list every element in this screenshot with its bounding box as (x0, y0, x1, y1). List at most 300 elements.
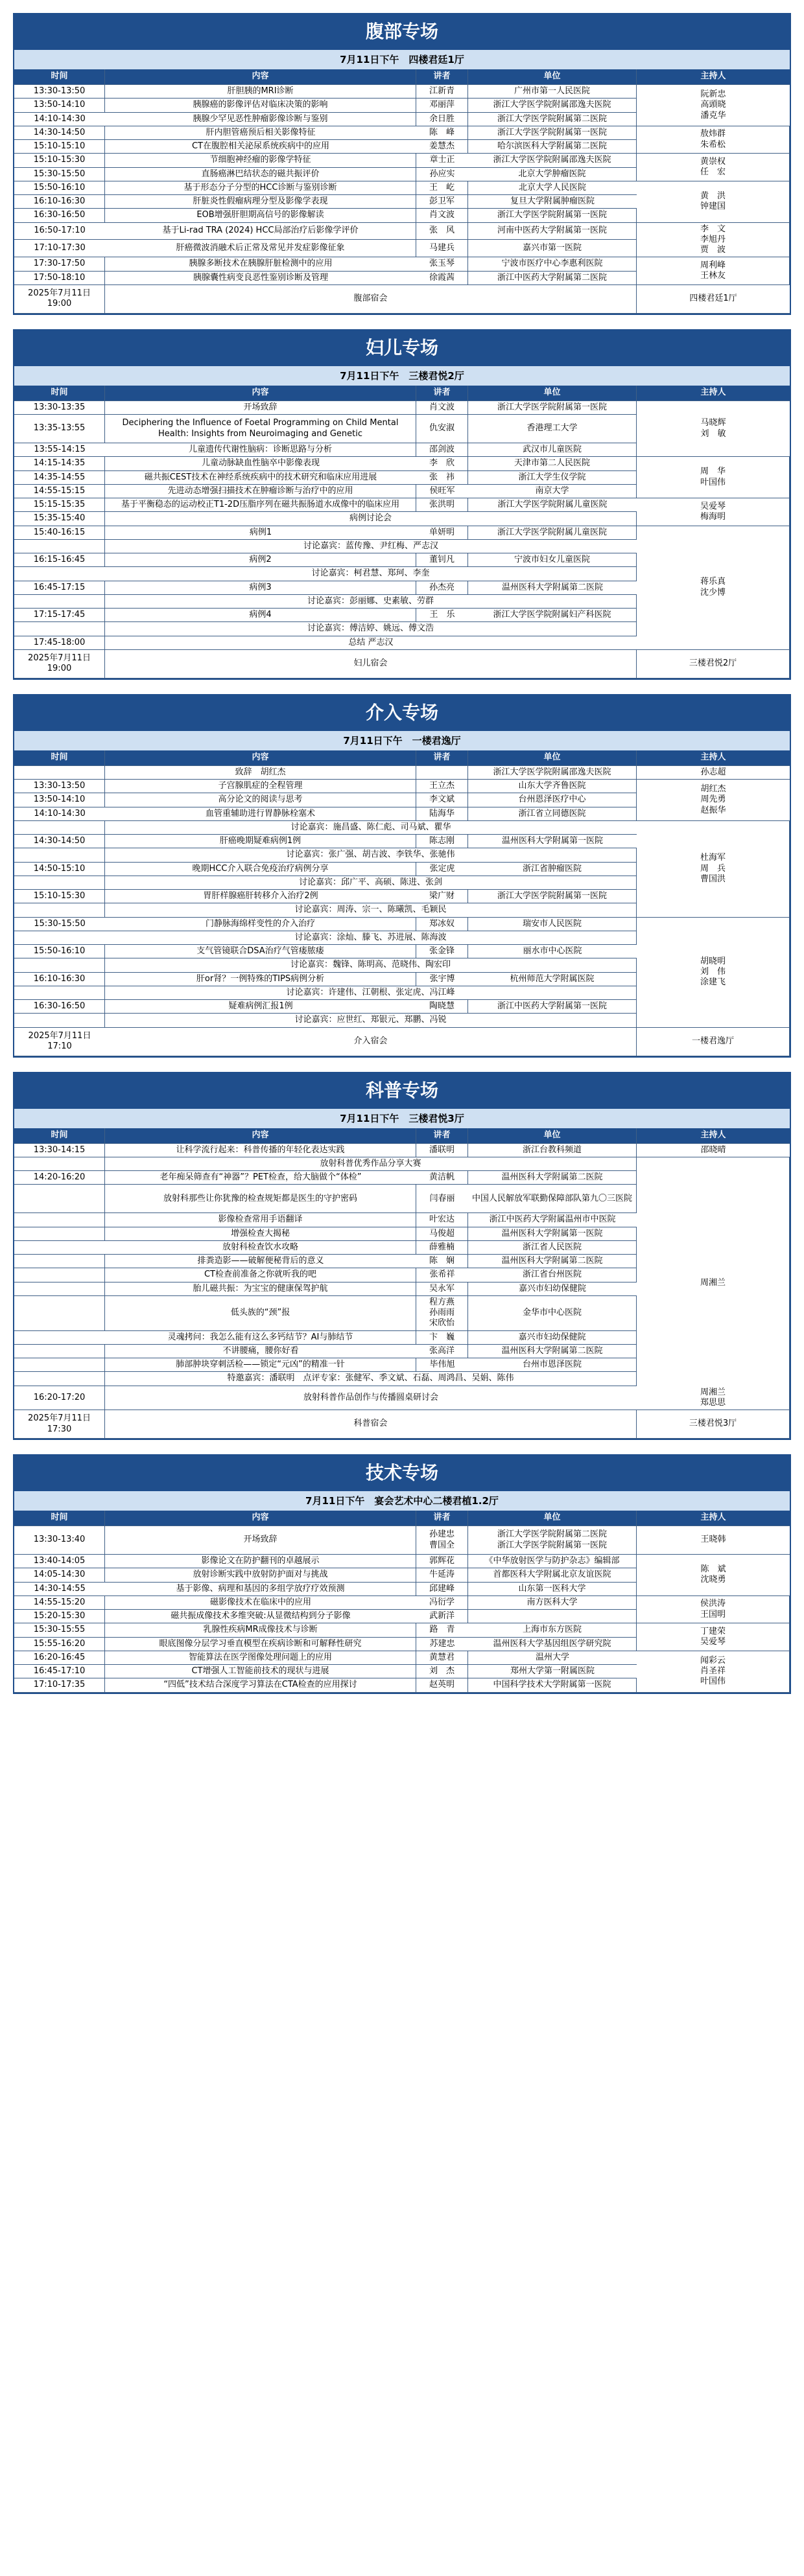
content-cell: 肝癌晚期疑难病例1例 (105, 835, 416, 848)
schedule-table (14, 386, 790, 679)
unit-cell: 温州医科大学附属第二医院 (468, 581, 637, 595)
time-cell: 14:20-16:20 (14, 1171, 105, 1185)
content-cell: 胎儿磁共振：为宝宝的健康保驾护航 (105, 1282, 416, 1296)
unit-cell: 温州医科大学附属第二医院 (468, 1345, 637, 1358)
time-cell: 16:15-16:45 (14, 553, 105, 567)
session-header: 7月11日下午 一楼君逸厅 (14, 730, 790, 750)
speaker-cell: 吴永军 (416, 1282, 468, 1296)
content-cell: 基于Li-rad TRA (2024) HCC局部治疗后影像学评价 (105, 223, 416, 240)
section-title: 腹部专场 (14, 14, 790, 49)
time-cell: 16:20-17:20 (14, 1386, 105, 1411)
column-header: 单位 (468, 69, 637, 85)
speaker-cell: 单妍明 (416, 526, 468, 540)
content-cell: 放射科检查饮水攻略 (105, 1241, 416, 1255)
host-cell: 黄 洪 钟建国 (637, 181, 790, 223)
content-cell: 病例3 (105, 581, 416, 595)
content-cell: 讨论嘉宾：施昌盛、陈仁彪、司马斌、瞿华 (105, 821, 637, 835)
speaker-cell: 张定虎 (416, 863, 468, 876)
time-cell (14, 1255, 105, 1268)
column-header: 内容 (105, 69, 416, 85)
unit-cell: 浙江大学医学院附属儿童医院 (468, 498, 637, 512)
unit-cell: 嘉兴市第一医院 (468, 240, 637, 257)
column-header: 主持人 (637, 1128, 790, 1144)
content-cell: 放射科普作品创作与传播圆桌研讨会 (105, 1386, 637, 1411)
content-cell: 支气管镜联合DSA治疗气管瘘脓瘘 (105, 945, 416, 958)
column-header: 讲者 (416, 69, 468, 85)
host-cell: 闻彩云 肖圣祥 叶国伟 (637, 1651, 790, 1693)
unit-cell: 浙江省立同德医院 (468, 807, 637, 821)
time-cell: 16:45-17:10 (14, 1665, 105, 1678)
unit-cell: 郑州大学第一附属医院 (468, 1665, 637, 1678)
content-cell: 磁共振CEST技术在神经系统疾病中的技术研究和临床应用进展 (105, 471, 416, 485)
time-cell (14, 1014, 105, 1027)
speaker-cell: 仇安淑 (416, 415, 468, 443)
time-cell: 15:10-15:30 (14, 154, 105, 167)
unit-cell: 宁波市医疗中心李惠利医院 (468, 257, 637, 271)
time-cell: 13:30-13:50 (14, 85, 105, 99)
session-header: 7月11日下午 宴会艺术中心二楼君植1.2厅 (14, 1491, 790, 1511)
content-cell: 介入宿会 (105, 1028, 637, 1056)
content-cell: EOB增强肝胆期高信号的影像解读 (105, 209, 416, 222)
speaker-cell: 张希祥 (416, 1268, 468, 1282)
host-cell: 周 华 叶国伟 (637, 457, 790, 498)
content-cell: 智能算法在医学图像处理问题上的应用 (105, 1651, 416, 1665)
content-cell: 肝癌微波消融术后正常及常见并发症影像征象 (105, 240, 416, 257)
time-cell: 16:50-17:10 (14, 223, 105, 240)
time-cell: 15:30-15:50 (14, 168, 105, 181)
section-title: 科普专场 (14, 1073, 790, 1108)
section-women-children (13, 329, 791, 680)
time-cell: 14:30-14:50 (14, 835, 105, 848)
time-cell (14, 1331, 105, 1345)
time-cell: 13:35-13:55 (14, 415, 105, 443)
time-cell: 2025年7月11日 17:30 (14, 1410, 105, 1439)
time-cell: 2025年7月11日 19:00 (14, 285, 105, 314)
schedule-table (14, 750, 790, 1056)
column-header: 主持人 (637, 386, 790, 401)
unit-cell: 山东第一医科大学 (468, 1583, 637, 1596)
content-cell: 排粪造影——破解便秘背后的意义 (105, 1255, 416, 1268)
time-cell (14, 958, 105, 972)
section-title: 妇儿专场 (14, 331, 790, 366)
time-cell (14, 1157, 105, 1171)
speaker-cell: 张玉琴 (416, 257, 468, 271)
host-cell: 周湘兰 郑思思 (637, 1386, 790, 1411)
content-cell: “四低”技术结合深度学习算法在CTA检查的应用探讨 (105, 1678, 416, 1692)
content-cell: 病例讨论会 (105, 512, 637, 526)
schedule-table (14, 1511, 790, 1693)
speaker-cell: 董钊凡 (416, 553, 468, 567)
content-cell: 老年痴呆筛查有“神器”？PET检查，给大脑做个“体检” (105, 1171, 416, 1185)
time-cell: 16:45-17:15 (14, 581, 105, 595)
time-cell: 16:30-16:50 (14, 209, 105, 222)
content-cell: 门静脉海绵样变性的介入治疗 (105, 918, 416, 931)
unit-cell: 温州大学 (468, 1651, 637, 1665)
speaker-cell: 邓丽萍 (416, 99, 468, 112)
content-cell: 疑难病例汇报1例 (105, 1000, 416, 1014)
content-cell: 不讲腰痛，腰你好看 (105, 1345, 416, 1358)
speaker-cell: 王 乐 (416, 609, 468, 622)
content-cell: 节细胞神经瘤的影像学特征 (105, 154, 416, 167)
unit-cell: 南京大学 (468, 485, 637, 498)
unit-cell: 中国科学技术大学附属第一医院 (468, 1678, 637, 1692)
unit-cell: 浙江中医药大学附属第二医院 (468, 272, 637, 285)
speaker-cell: 毕伟旭 (416, 1358, 468, 1372)
host-cell: 王晓韩 (637, 1526, 790, 1555)
unit-cell: 宁波市妇女儿童医院 (468, 553, 637, 567)
column-header: 讲者 (416, 1128, 468, 1144)
time-cell: 14:55-15:20 (14, 1596, 105, 1610)
section-interventional (13, 694, 791, 1058)
time-cell: 2025年7月11日 17:10 (14, 1028, 105, 1056)
host-cell: 李 文 李旭丹 贾 波 (637, 223, 790, 258)
speaker-cell: 张 风 (416, 223, 468, 240)
time-cell: 17:15-17:45 (14, 609, 105, 622)
time-cell: 16:10-16:30 (14, 973, 105, 986)
time-cell: 13:55-14:15 (14, 443, 105, 457)
time-cell (14, 1296, 105, 1331)
speaker-cell: 马俊超 (416, 1227, 468, 1241)
content-cell: 讨论嘉宾：周涛、宗一、陈曦凯、毛颖民 (105, 903, 637, 917)
time-cell (14, 1268, 105, 1282)
content-cell: 肝内胆管癌预后相关影像特征 (105, 126, 416, 140)
time-cell: 15:55-16:20 (14, 1638, 105, 1651)
time-cell: 16:20-16:45 (14, 1651, 105, 1665)
unit-cell: 《中华放射医学与防护杂志》编辑部 (468, 1555, 637, 1568)
time-cell (14, 931, 105, 945)
content-cell: 讨论嘉宾：蓝传豫、尹红梅、严志汉 (105, 540, 637, 553)
content-cell: 眼底图像分层学习垂直模型在疾病诊断和可解释性研究 (105, 1638, 416, 1651)
content-cell: 磁共振成像技术多维突破:从显微结构到分子影像 (105, 1610, 416, 1623)
speaker-cell: 李 欣 (416, 457, 468, 470)
section-title: 介入专场 (14, 695, 790, 730)
speaker-cell: 黄慧君 (416, 1651, 468, 1665)
host-cell: 杜海军 周 兵 曹国洪 (637, 821, 790, 918)
content-cell: 总结 严志汉 (105, 636, 637, 650)
content-cell: 放射科普优秀作品分享大赛 (105, 1157, 637, 1171)
time-cell: 13:50-14:10 (14, 793, 105, 807)
content-cell: 儿童遗传代谢性脑病：诊断思路与分析 (105, 443, 416, 457)
speaker-cell: 陈 峰 (416, 126, 468, 140)
unit-cell: 浙江大学医学院附属第二医院 (468, 113, 637, 126)
unit-cell: 金华市中心医院 (468, 1296, 637, 1331)
content-cell: 妇儿宿会 (105, 650, 637, 679)
time-cell (14, 1185, 105, 1213)
time-cell (14, 1372, 105, 1386)
time-cell (14, 595, 105, 609)
time-cell: 2025年7月11日 19:00 (14, 650, 105, 679)
time-cell (14, 848, 105, 862)
unit-cell: 浙江大学医学院附属邵逸夫医院 (468, 154, 637, 167)
column-header: 单位 (468, 1128, 637, 1144)
content-cell: 影像论文在防护翻刊的卓越展示 (105, 1555, 416, 1568)
content-cell: 灵魂拷问：我怎么能有这么多钙结节？AI与肺结节 (105, 1331, 416, 1345)
speaker-cell: 陈志刚 (416, 835, 468, 848)
time-cell: 14:55-15:15 (14, 485, 105, 498)
time-cell: 17:10-17:35 (14, 1678, 105, 1692)
time-cell: 17:45-18:00 (14, 636, 105, 650)
time-cell: 14:30-14:50 (14, 126, 105, 140)
content-cell: 病例4 (105, 609, 416, 622)
unit-cell: 浙江大学医学院附属第二医院 浙江大学医学院附属第一医院 (468, 1526, 637, 1555)
content-cell: 胰腺少罕见恶性肿瘤影像诊断与鉴别 (105, 113, 416, 126)
time-cell (14, 1282, 105, 1296)
host-cell: 陈 斌 沈晓勇 (637, 1555, 790, 1596)
speaker-cell: 梁广财 (416, 890, 468, 903)
time-cell: 16:10-16:30 (14, 195, 105, 209)
time-cell: 16:30-16:50 (14, 1000, 105, 1014)
content-cell: 肝胆胰的MRI诊断 (105, 85, 416, 99)
content-cell: 乳腺性疾病MR成像技术与诊断 (105, 1623, 416, 1637)
unit-cell: 北京大学人民医院 (468, 181, 637, 195)
speaker-cell: 张金锋 (416, 945, 468, 958)
speaker-cell: 牛延涛 (416, 1568, 468, 1582)
unit-cell: 武汉市儿童医院 (468, 443, 637, 457)
time-cell: 13:30-14:15 (14, 1144, 105, 1157)
time-cell: 15:10-15:10 (14, 140, 105, 154)
speaker-cell: 冯衍学 (416, 1596, 468, 1610)
unit-cell: 嘉兴市妇幼保健院 (468, 1282, 637, 1296)
speaker-cell: 卞 巍 (416, 1331, 468, 1345)
content-cell: 讨论嘉宾：应世红、郑银元、郑鹏、冯锐 (105, 1014, 637, 1027)
host-cell: 敖炜群 朱希松 (637, 126, 790, 154)
host-cell: 胡红杰 周先勇 赵振华 (637, 780, 790, 821)
column-header: 时间 (14, 1511, 105, 1526)
content-cell: 放射科那些让你犹豫的检查规矩都是医生的守护密码 (105, 1185, 416, 1213)
time-cell: 14:15-14:35 (14, 457, 105, 470)
content-cell: 科普宿会 (105, 1410, 637, 1439)
unit-cell: 杭州师范大学附属医院 (468, 973, 637, 986)
column-header: 讲者 (416, 750, 468, 766)
content-cell: 儿童动脉缺血性脑卒中影像表现 (105, 457, 416, 470)
unit-cell: 温州医科大学附属第二医院 (468, 1171, 637, 1185)
content-cell: 开场致辞 (105, 1526, 416, 1555)
unit-cell: 浙江大学医学院附属邵逸夫医院 (468, 99, 637, 112)
unit-cell: 浙江大学生仪学院 (468, 471, 637, 485)
section-title: 技术专场 (14, 1456, 790, 1491)
content-cell: 磁影像技术在临床中的应用 (105, 1596, 416, 1610)
time-cell (14, 1241, 105, 1255)
session-header: 7月11日下午 三楼君悦2厅 (14, 366, 790, 386)
content-cell: 胰腺囊性病变良恶性鉴别诊断及管理 (105, 272, 416, 285)
time-cell (14, 622, 105, 636)
unit-cell: 哈尔滨医科大学附属第二医院 (468, 140, 637, 154)
speaker-cell: 邵剑波 (416, 443, 468, 457)
column-header: 主持人 (637, 750, 790, 766)
unit-cell: 上海市东方医院 (468, 1623, 637, 1637)
section-popular-science (13, 1072, 791, 1441)
speaker-cell: 姜慧杰 (416, 140, 468, 154)
unit-cell: 南方医科大学 (468, 1596, 637, 1610)
column-header: 内容 (105, 1511, 416, 1526)
unit-cell: 温州医科大学附属第一医院 (468, 835, 637, 848)
schedule-table (14, 69, 790, 314)
unit-cell: 浙江大学医学院附属第一医院 (468, 890, 637, 903)
unit-cell: 台州恩泽医疗中心 (468, 793, 637, 807)
time-cell (14, 1345, 105, 1358)
host-cell: 四楼君廷1厅 (637, 285, 790, 314)
unit-cell (468, 1610, 637, 1623)
host-cell: 周利峰 王林友 (637, 257, 790, 285)
unit-cell: 温州医科大学附属第二医院 (468, 1255, 637, 1268)
host-cell: 周湘兰 (637, 1157, 790, 1410)
unit-cell: 嘉兴市妇幼保健院 (468, 1331, 637, 1345)
content-cell: 腹部宿会 (105, 285, 637, 314)
host-cell: 邵晓晴 (637, 1144, 790, 1157)
content-cell: 肝脏炎性假瘤病理分型及影像学表现 (105, 195, 416, 209)
host-cell: 丁建荣 吴爱琴 (637, 1623, 790, 1651)
column-header: 时间 (14, 386, 105, 401)
speaker-cell: 叶宏达 (416, 1213, 468, 1227)
speaker-cell: 肖文波 (416, 209, 468, 222)
host-cell: 一楼君逸厅 (637, 1028, 790, 1056)
speaker-cell: 王 屹 (416, 181, 468, 195)
time-cell (14, 903, 105, 917)
content-cell: 病例2 (105, 553, 416, 567)
unit-cell: 温州医科大学附属第一医院 (468, 1227, 637, 1241)
content-cell: 肝or肾？一例特殊的TIPS病例分析 (105, 973, 416, 986)
content-cell: 讨论嘉宾：傅洁婷、姚远、傅文浩 (105, 622, 637, 636)
speaker-cell: 李文斌 (416, 793, 468, 807)
column-header: 主持人 (637, 69, 790, 85)
time-cell: 14:10-14:30 (14, 113, 105, 126)
time-cell: 17:10-17:30 (14, 240, 105, 257)
content-cell: 病例1 (105, 526, 416, 540)
time-cell (14, 540, 105, 553)
time-cell: 13:30-13:40 (14, 1526, 105, 1555)
speaker-cell: 张洪明 (416, 498, 468, 512)
content-cell: 基于形态分子分型的HCC诊断与鉴别诊断 (105, 181, 416, 195)
content-cell: 讨论嘉宾：魏锋、陈明高、范晓伟、陶宏印 (105, 958, 637, 972)
unit-cell: 中国人民解放军联勤保障部队第九〇三医院 (468, 1185, 637, 1213)
time-cell (14, 567, 105, 581)
speaker-cell: 陶晓慧 (416, 1000, 468, 1014)
content-cell: 肺部肿块穿刺活检——锁定“元凶”的精准一针 (105, 1358, 416, 1372)
content-cell: CT检查前准备之你就听我的吧 (105, 1268, 416, 1282)
unit-cell: 首都医科大学附属北京友谊医院 (468, 1568, 637, 1582)
content-cell: 晚期HCC介入联合免疫治疗病例分享 (105, 863, 416, 876)
speaker-cell: 闫春丽 (416, 1185, 468, 1213)
unit-cell: 温州医科大学基因组医学研究院 (468, 1638, 637, 1651)
speaker-cell: 章士正 (416, 154, 468, 167)
content-cell: 先进动态增强扫描技术在肿瘤诊断与治疗中的应用 (105, 485, 416, 498)
host-cell: 黄崇权 任 宏 (637, 154, 790, 181)
speaker-cell (416, 766, 468, 780)
time-cell: 15:15-15:35 (14, 498, 105, 512)
column-header: 时间 (14, 1128, 105, 1144)
host-cell: 三楼君悦2厅 (637, 650, 790, 679)
speaker-cell: 路 青 (416, 1623, 468, 1637)
content-cell: 特邀嘉宾：潘联明 点评专家：张健军、季文斌、石磊、周鸿昌、吴娟、陈伟 (105, 1372, 637, 1386)
content-cell: 致辞 胡红杰 (105, 766, 416, 780)
content-cell: 子宫腺肌症的全程管理 (105, 780, 416, 793)
column-header: 讲者 (416, 386, 468, 401)
unit-cell: 浙江台教科频道 (468, 1144, 637, 1157)
host-cell: 三楼君悦3厅 (637, 1410, 790, 1439)
speaker-cell: 侯旺军 (416, 485, 468, 498)
content-cell: 让科学流行起来：科普传播的年轻化表达实践 (105, 1144, 416, 1157)
time-cell: 14:35-14:55 (14, 471, 105, 485)
unit-cell: 山东大学齐鲁医院 (468, 780, 637, 793)
time-cell: 15:30-15:55 (14, 1623, 105, 1637)
host-cell: 吴爱琴 梅海明 (637, 498, 790, 526)
section-technology (13, 1454, 791, 1694)
time-cell: 17:30-17:50 (14, 257, 105, 271)
column-header: 主持人 (637, 1511, 790, 1526)
speaker-cell: 郭辉花 (416, 1555, 468, 1568)
column-header: 内容 (105, 1128, 416, 1144)
speaker-cell: 孙应实 (416, 168, 468, 181)
speaker-cell: 程方燕 孙雨雨 宋欣怡 (416, 1296, 468, 1331)
speaker-cell: 黄洁帆 (416, 1171, 468, 1185)
time-cell: 15:40-16:15 (14, 526, 105, 540)
speaker-cell: 苏建忠 (416, 1638, 468, 1651)
content-cell: 影像检查常用手语翻译 (105, 1213, 416, 1227)
content-cell: 高分论文的阅读与思考 (105, 793, 416, 807)
content-cell: 讨论嘉宾：柯君慧、郑珂、李奎 (105, 567, 637, 581)
speaker-cell: 孙杰亮 (416, 581, 468, 595)
column-header: 单位 (468, 386, 637, 401)
speaker-cell: 陈 娴 (416, 1255, 468, 1268)
content-cell: 放射诊断实践中放射防护面对与挑战 (105, 1568, 416, 1582)
unit-cell: 复旦大学附属肿瘤医院 (468, 195, 637, 209)
column-header: 单位 (468, 1511, 637, 1526)
content-cell: 增强检查大揭秘 (105, 1227, 416, 1241)
time-cell: 13:40-14:05 (14, 1555, 105, 1568)
content-cell: CT增强人工智能前技术的现状与进展 (105, 1665, 416, 1678)
host-cell: 孙志超 (637, 766, 790, 780)
host-cell: 胡晓明 刘 伟 涂建飞 (637, 918, 790, 1028)
speaker-cell: 潘联明 (416, 1144, 468, 1157)
section-abdominal (13, 13, 791, 315)
content-cell: 讨论嘉宾：邱广平、高硕、陈进、张剑 (105, 876, 637, 890)
speaker-cell: 邱建峰 (416, 1583, 468, 1596)
content-cell: CT在腹腔相关泌尿系统疾病中的应用 (105, 140, 416, 154)
content-cell: 基于平衡稳态的运动校正T1-2D压脂序列在磁共振肠道水成像中的临床应用 (105, 498, 416, 512)
content-cell: 讨论嘉宾：涂灿、滕飞、苏进展、陈海波 (105, 931, 637, 945)
content-cell: 胰腺癌的影像评估对临床决策的影响 (105, 99, 416, 112)
time-cell: 14:05-14:30 (14, 1568, 105, 1582)
unit-cell: 台州市恩泽医院 (468, 1358, 637, 1372)
time-cell (14, 821, 105, 835)
time-cell: 13:30-13:35 (14, 401, 105, 415)
time-cell (14, 1358, 105, 1372)
speaker-cell: 刘 杰 (416, 1665, 468, 1678)
speaker-cell: 郑冰奴 (416, 918, 468, 931)
host-cell: 马晓辉 刘 敏 (637, 401, 790, 458)
time-cell: 15:35-15:40 (14, 512, 105, 526)
speaker-cell: 张高洋 (416, 1345, 468, 1358)
speaker-cell: 徐霞茜 (416, 272, 468, 285)
unit-cell: 香港理工大学 (468, 415, 637, 443)
column-header: 讲者 (416, 1511, 468, 1526)
unit-cell: 丽水市中心医院 (468, 945, 637, 958)
host-cell: 蒋乐真 沈少博 (637, 526, 790, 650)
session-header: 7月11日下午 三楼君悦3厅 (14, 1108, 790, 1128)
unit-cell: 浙江省台州医院 (468, 1268, 637, 1282)
column-header: 内容 (105, 750, 416, 766)
time-cell (14, 876, 105, 890)
time-cell: 15:50-16:10 (14, 945, 105, 958)
speaker-cell: 彭卫军 (416, 195, 468, 209)
content-cell: 血管重辅助进行胃静脉栓塞术 (105, 807, 416, 821)
session-header: 7月11日下午 四楼君廷1厅 (14, 49, 790, 69)
content-cell: Deciphering the Influence of Foetal Programming on Child Mental Health: Insights from Neuroimaging and Genetic (105, 415, 416, 443)
unit-cell: 浙江大学医学院附属妇产科医院 (468, 609, 637, 622)
time-cell: 17:50-18:10 (14, 272, 105, 285)
unit-cell: 北京大学肿瘤医院 (468, 168, 637, 181)
unit-cell: 浙江省肿瘤医院 (468, 863, 637, 876)
